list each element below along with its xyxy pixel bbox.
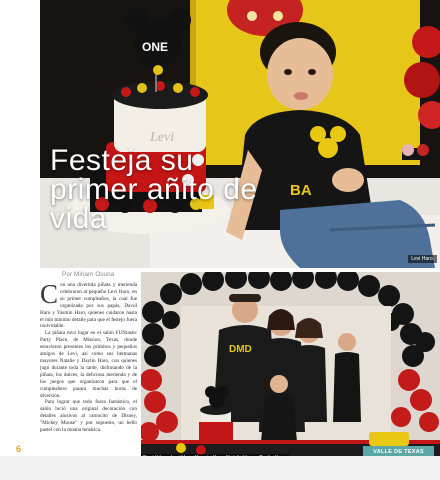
family-photo bbox=[141, 272, 440, 472]
family-shirt-text: DMD bbox=[229, 344, 252, 355]
article-paragraph-3: Para lograr que todo fuera fantástico, el salón lució una original decoración con detalles alusivos al ratoncito de Disney, "Mickey Mouse" y por supuesto, un bello pastel con la misma temática. bbox=[40, 399, 137, 434]
hero-photo bbox=[40, 0, 440, 268]
shirt-text: BA bbox=[290, 182, 312, 199]
page-number: 6 bbox=[16, 444, 22, 454]
bottom-bar bbox=[0, 456, 440, 480]
hero-photo-caption: Levi Haro. bbox=[408, 255, 437, 263]
cake-topper-text: ONE bbox=[142, 40, 169, 54]
drop-cap: C bbox=[40, 279, 59, 309]
article-title: Festeja su primer añito de vida bbox=[50, 144, 258, 235]
article-paragraph-2: La piñata tuvo lugar en el salón FUNtastic Party Place, de Mission, Texas, donde estuvieron presentes los primitos y pequeños amigos de Levi, así como sus hermanas mayores Natalie y Daylin Haro, con quienes jugó durante toda la tarde, disfrutando de la piñata, los dulces, la deliciosa merienda y de los juegos que organizaron para que el cumpleañero pasara muchas horas de diversión. bbox=[40, 330, 137, 399]
article-paragraph-1: Con una divertida piñata y merienda celebraron al pequeño Levi Haro, en su primer cumpleaños, la cual fue organizada por sus papás, David Haro y Yasmin Haro, quienes cuidaron hasta el mín mínimo detalle para que el festejo fuera inolvidable. bbox=[40, 279, 137, 330]
article-body bbox=[40, 279, 137, 434]
article-byline: Por Miriam Osuna bbox=[62, 271, 115, 278]
cake-name-text: Levi bbox=[150, 130, 175, 145]
family-photo-illustration bbox=[141, 272, 440, 472]
section-tag: VALLE DE TEXAS bbox=[363, 446, 434, 458]
